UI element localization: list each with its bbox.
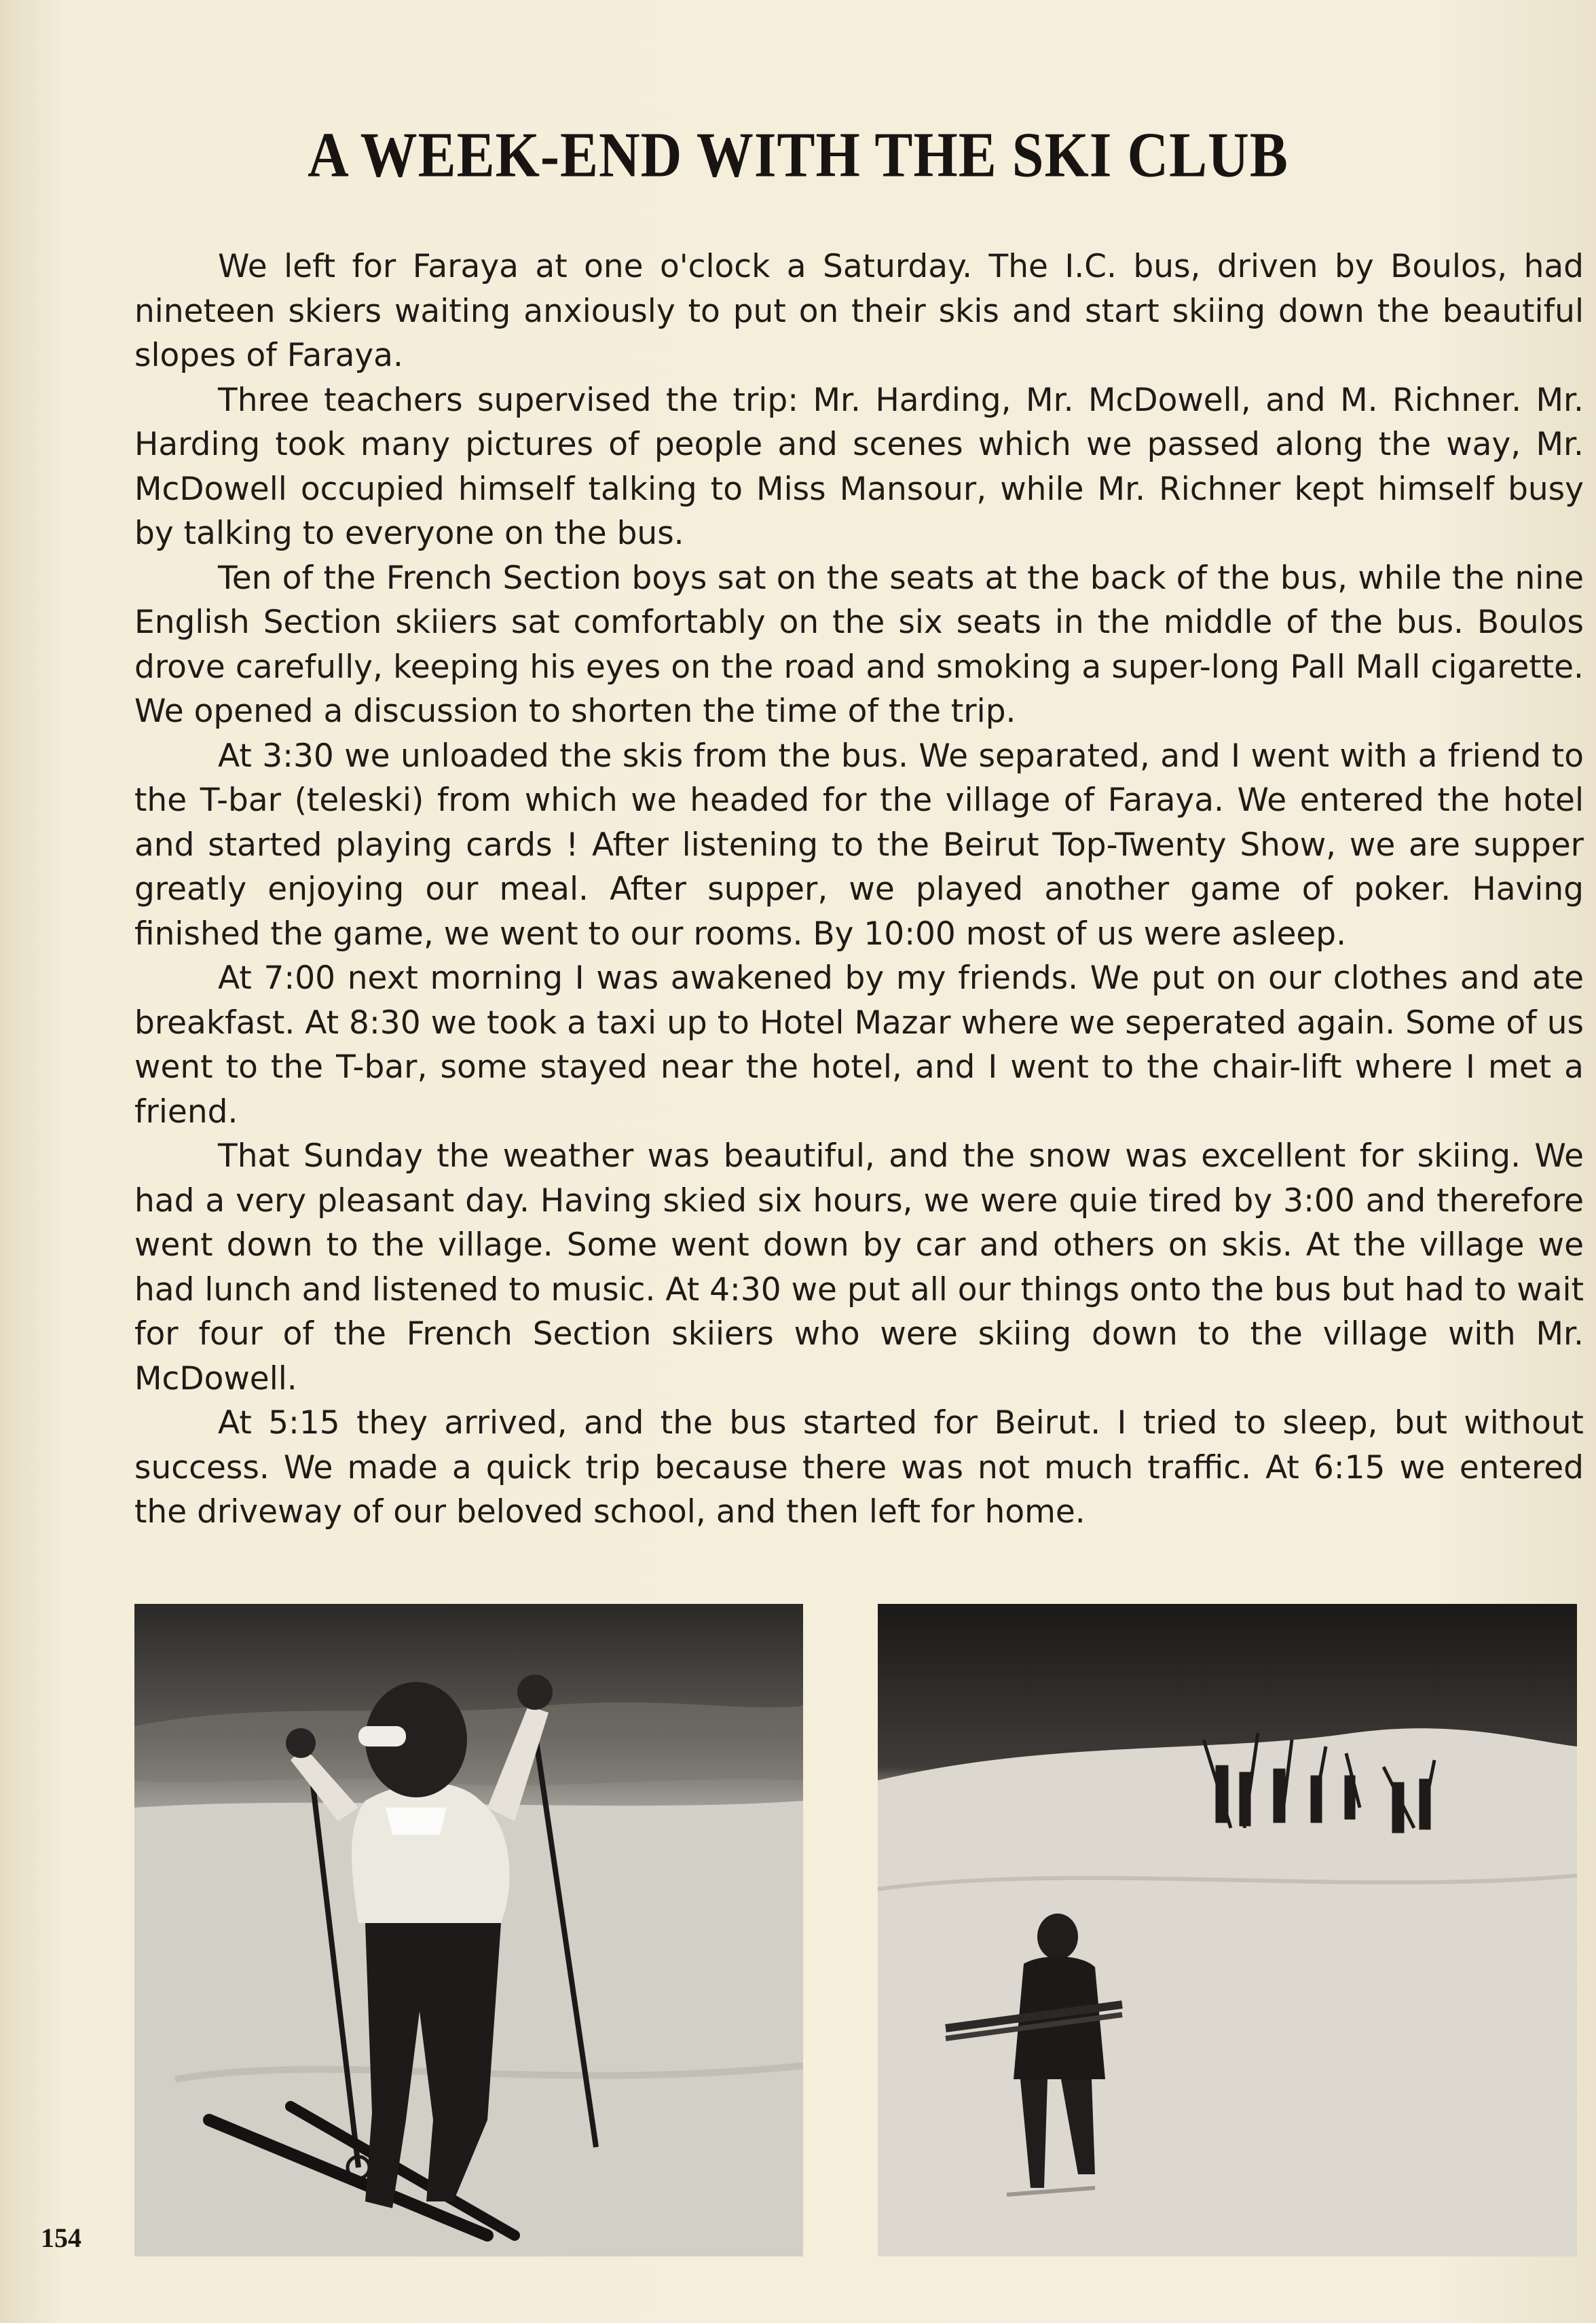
paragraph: Three teachers supervised the trip: Mr. Harding, Mr. McDowell, and M. Richner. Mr. Harding took many pictures of people and scenes which we passed along the way, Mr. McDowell occupied himself talking to Miss Mansour, while Mr. Richner kept himself busy by talking to everyone on the bus. xyxy=(134,381,1584,552)
paragraph: At 7:00 next morning I was awakened by my friends. We put on our clothes and ate breakfast. At 8:30 we took a taxi up to Hotel Mazar where we seperated again. Some of us went to the T-bar, some stayed near the hotel, and I went to the chair-lift where I met a friend. xyxy=(134,959,1584,1131)
skier-photo xyxy=(134,1604,803,2256)
ski-group-photo xyxy=(878,1604,1577,2256)
article-body xyxy=(134,244,1584,1535)
paragraph: Ten of the French Section boys sat on the seats at the back of the bus, while the nine English Section skiiers sat comfortably on the six seats in the middle of the bus. Boulos drove carefully, keeping his eyes on the road and smoking a super-long Pall Mall cigarette. We opened a discussion to shorten the time of the trip. xyxy=(134,559,1584,730)
paragraph: That Sunday the weather was beautiful, and the snow was excellent for skiing. We had a very pleasant day. Having skied six hours, we were quie tired by 3:00 and therefore went down to the village. Some went down by car and others on skis. At the village we had lunch and listened to music. At 4:30 we put all our things onto the bus but had to wait for four of the French Section skiiers who were skiing down to the village with Mr. McDowell. xyxy=(134,1137,1584,1397)
skier-photo-graphic xyxy=(134,1604,803,2256)
paragraph: At 5:15 they arrived, and the bus started for Beirut. I tried to sleep, but without success. We made a quick trip because there was not much traffic. At 6:15 we entered the driveway of our beloved school, and then left for home. xyxy=(134,1404,1584,1531)
ski-group-photo-graphic xyxy=(878,1604,1577,2256)
paragraph: At 3:30 we unloaded the skis from the bus. We separated, and I went with a friend to the T-bar (teleski) from which we headed for the village of Faraya. We entered the hotel and started playing cards ! After listening to the Beirut Top-Twenty Show, we are supper greatly enjoying our meal. After supper, we played another game of poker. Having finished the game, we went to our rooms. By 10:00 most of us were asleep. xyxy=(134,737,1584,953)
page-number: 154 xyxy=(41,2223,81,2253)
article-title: A WEEK-END WITH THE SKI CLUB xyxy=(308,120,1288,191)
paragraph: We left for Faraya at one o'clock a Saturday. The I.C. bus, driven by Boulos, had nineteen skiers waiting anxiously to put on their skis and start skiing down the beautiful slopes of Faraya. xyxy=(134,248,1584,374)
